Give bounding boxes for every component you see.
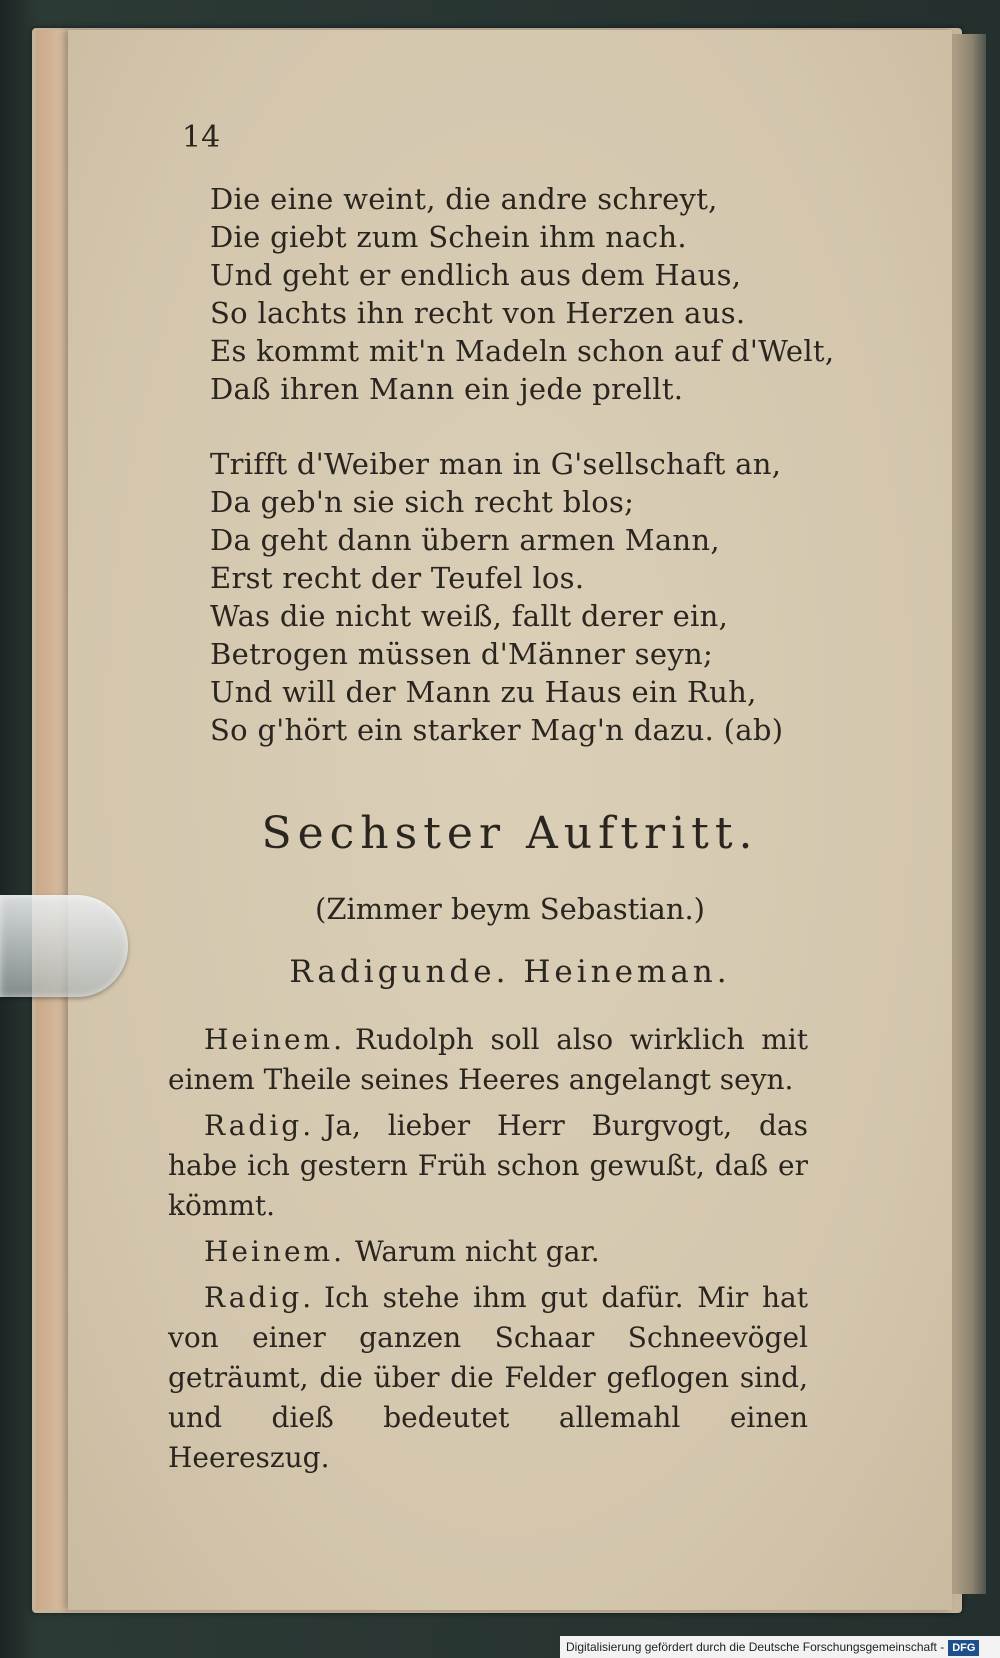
- verse-line: Da geb'n sie sich recht blos;: [210, 485, 635, 519]
- speech-text: Ich stehe ihm gut dafür. Mir hat von einer ganzen Schaar Schneevögel geträumt, die über die Felder geflogen sind, und dieß bedeutet allemahl einen Heereszug.: [168, 1281, 808, 1474]
- speech: [168, 1106, 808, 1226]
- page-number: 14: [182, 120, 221, 155]
- verse-line: Die eine weint, die andre schreyt,: [210, 182, 718, 216]
- verse-stanza-2: [210, 445, 783, 749]
- speaker-name: Heinem.: [204, 1235, 345, 1268]
- verse-line: Daß ihren Mann ein jede prellt.: [210, 372, 684, 406]
- verse-line: So lachts ihn recht von Herzen aus.: [210, 296, 746, 330]
- dialogue: [168, 1020, 808, 1484]
- speech: [168, 1278, 808, 1478]
- speaker-name: Radig.: [204, 1109, 315, 1142]
- speaker-name: Heinem.: [204, 1023, 345, 1056]
- verse-line: Betrogen müssen d'Männer seyn;: [210, 637, 714, 671]
- verse-line: Trifft d'Weiber man in G'sellschaft an,: [210, 447, 782, 481]
- speech: [168, 1232, 808, 1272]
- speech: [168, 1020, 808, 1100]
- speaker-name: Radig.: [204, 1281, 315, 1314]
- verse-line: Erst recht der Teufel los.: [210, 561, 585, 595]
- page-edge-right: [950, 34, 986, 1594]
- verse-line: Und will der Mann zu Haus ein Ruh,: [210, 675, 757, 709]
- scene-heading: Sechster Auftritt.: [261, 808, 759, 859]
- verse-line: Und geht er endlich aus dem Haus,: [210, 258, 742, 292]
- verse-line: So g'hört ein starker Mag'n dazu. (ab): [210, 713, 784, 747]
- verse-line: Da geht dann übern armen Mann,: [210, 523, 720, 557]
- speech-text: Rudolph soll also wirklich mit einem Theile seines Heeres angelangt seyn.: [168, 1023, 808, 1096]
- verse-line: Was die nicht weiß, fallt derer ein,: [210, 599, 729, 633]
- speech-text: Warum nicht gar.: [355, 1235, 600, 1268]
- speech-text: Ja, lieber Herr Burgvogt, das habe ich gestern Früh schon gewußt, daß er kömmt.: [168, 1109, 808, 1222]
- verse-stanza-1: [210, 180, 834, 408]
- dfg-logo: DFG: [948, 1640, 979, 1656]
- verse-line: Es kommt mit'n Madeln schon auf d'Welt,: [210, 334, 835, 368]
- scene-characters: Radigunde. Heineman.: [289, 954, 731, 990]
- digitization-footer: [560, 1636, 1000, 1658]
- verse-line: Die giebt zum Schein ihm nach.: [210, 220, 687, 254]
- stage-direction: (Zimmer beym Sebastian.): [315, 892, 705, 926]
- footer-text: Digitalisierung gefördert durch die Deutsche Forschungsgemeinschaft -: [566, 1640, 945, 1654]
- page-left-strip: [36, 30, 70, 1610]
